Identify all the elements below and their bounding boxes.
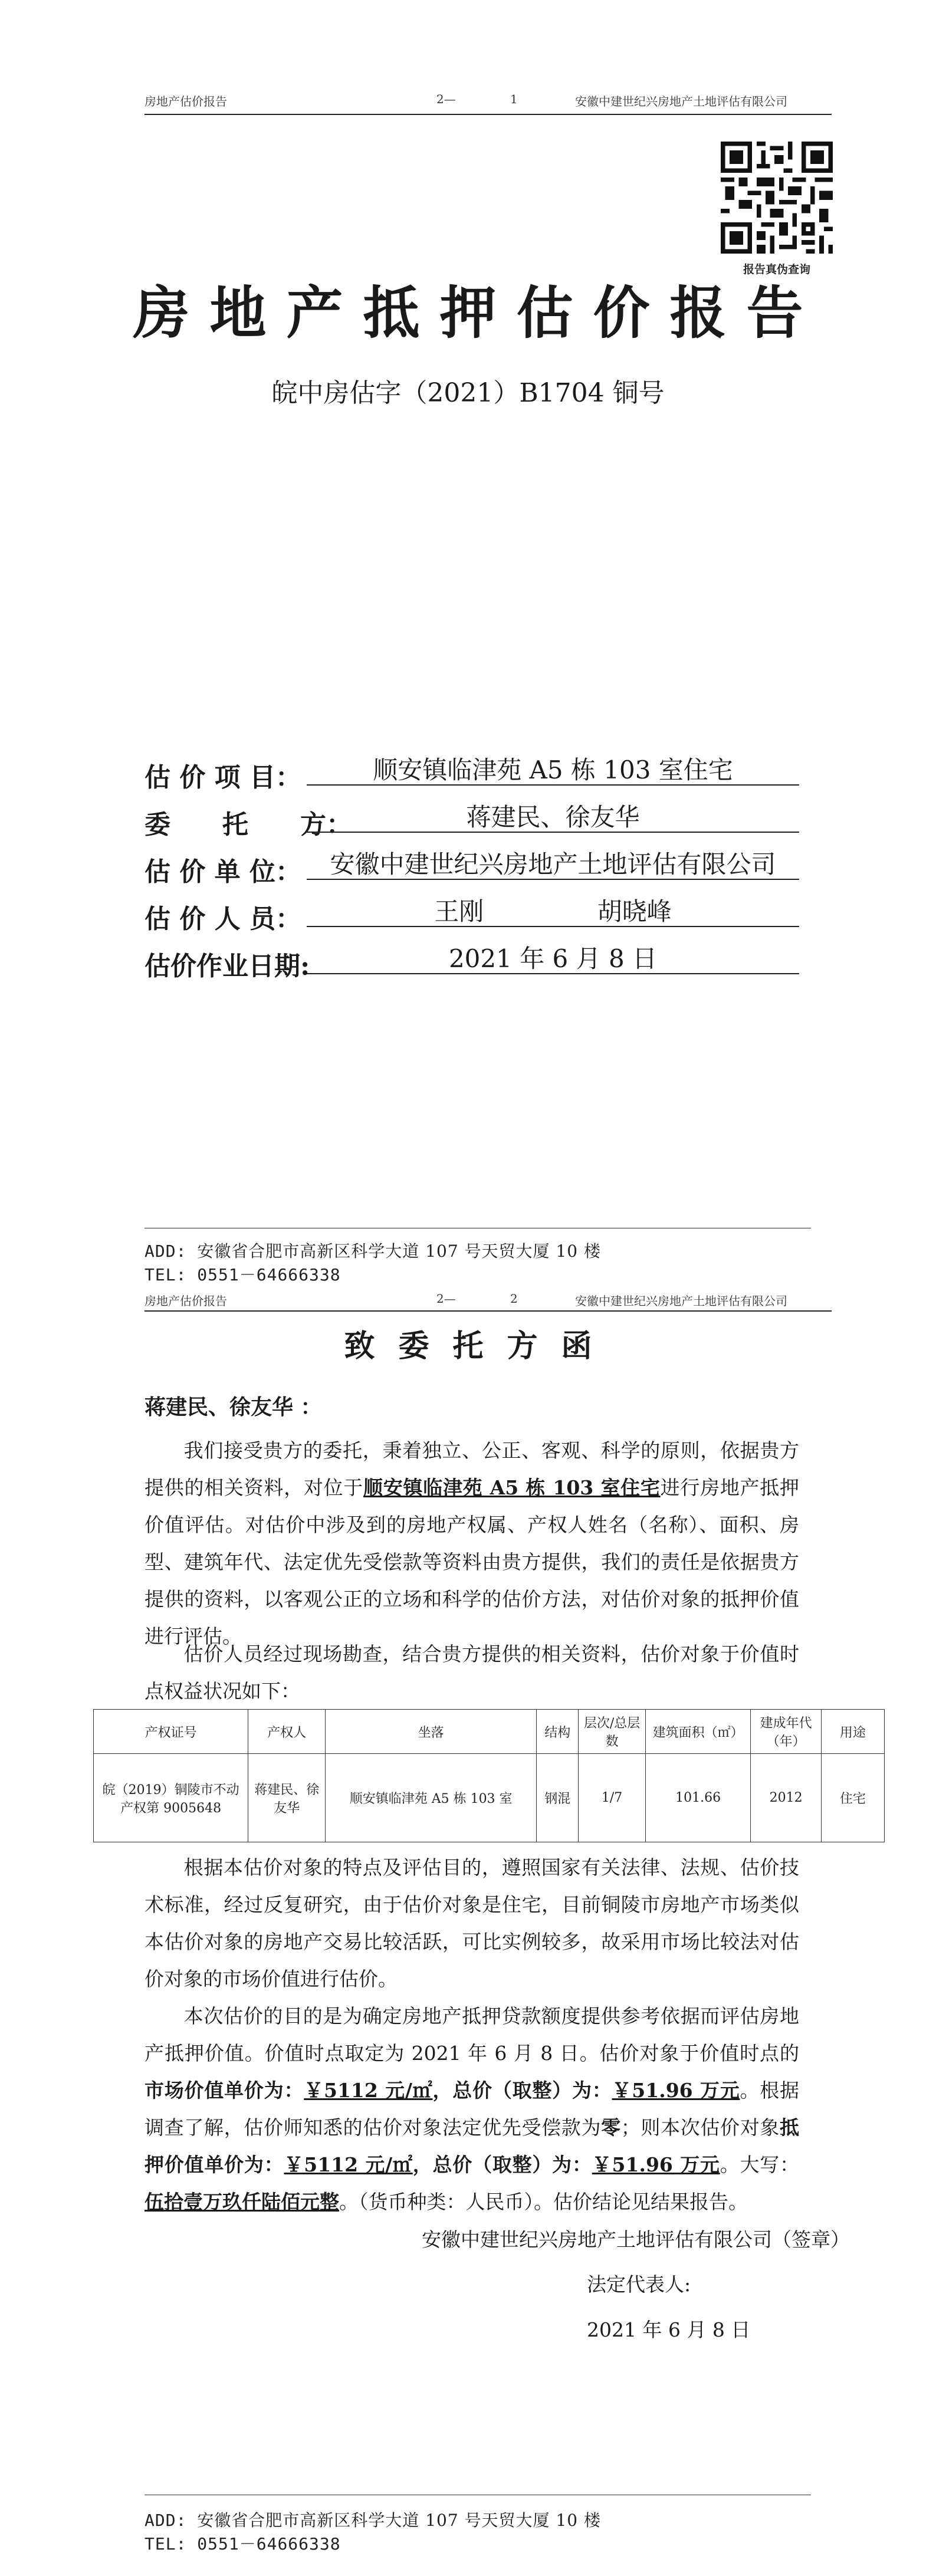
p4-o: 。（货币种类：人民币）。估价结论见结果报告。 xyxy=(339,2190,748,2213)
td-structure: 钢混 xyxy=(536,1754,579,1842)
p4-h: ；则本次估价对象 xyxy=(620,2116,780,2139)
page2-footer-tel-label: TEL: xyxy=(144,2534,187,2554)
signature-date: 2021 年 6 月 8 日 xyxy=(587,2318,751,2341)
td-floors: 1/7 xyxy=(579,1754,645,1842)
th-cert: 产权证号 xyxy=(94,1710,248,1754)
p4-priority-amount: 零 xyxy=(601,2116,621,2139)
letter-title: 致委托方函 xyxy=(344,1328,616,1364)
p4-market-unit-label: 市场价值单价为： xyxy=(144,2079,304,2102)
page2-header-number: 2 xyxy=(510,1292,518,1306)
table-header-row xyxy=(94,1710,885,1754)
staff-name-1: 王刚 xyxy=(434,897,484,926)
client-value: 蒋建民、徐友华 xyxy=(307,802,799,833)
th-owner: 产权人 xyxy=(248,1710,326,1754)
signature-representative: 法定代表人: xyxy=(587,2273,691,2296)
p2-text: 估价人员经过现场勘查，结合贵方提供的相关资料，估价对象于价值时点权益状况如下： xyxy=(144,1642,799,1703)
paragraph-3 xyxy=(144,1849,799,1997)
p4-mortgage-unit-label: 抵押价值单价为： xyxy=(144,2116,799,2176)
unit-value: 安徽中建世纪兴房地产土地评估有限公司 xyxy=(307,849,799,880)
qr-caption: 报告真伪查询 xyxy=(743,263,810,276)
header-rule xyxy=(144,114,832,115)
signature-company: 安徽中建世纪兴房地产土地评估有限公司（签章） xyxy=(422,2228,850,2251)
p4-market-total: ￥51.96 万元 xyxy=(612,2079,740,2102)
th-structure: 结构 xyxy=(536,1710,579,1754)
td-year: 2012 xyxy=(751,1754,821,1842)
unit-label: 估 价 单 位： xyxy=(144,857,301,887)
date-value: 2021 年 6 月 8 日 xyxy=(307,944,799,974)
page2-header-rule xyxy=(144,1310,832,1312)
p4-a: 本次估价的目的是为确定房地产抵押贷款额度提供参考依据而评估房地产抵押价值。价值时点取定为 2021 年 6 月 8 日。估价对象于价值时点的 xyxy=(144,2005,799,2065)
property-table xyxy=(93,1709,885,1842)
page2-header-title: 房地产估价报告 xyxy=(144,1294,227,1308)
footer-add-label: ADD: xyxy=(144,1241,187,1261)
footer-tel-label: TEL: xyxy=(144,1265,187,1284)
p4-mortgage-unit-price: ￥5112 元/㎡ xyxy=(284,2153,413,2176)
page-header-title: 房地产估价报告 xyxy=(144,94,227,109)
th-use: 用途 xyxy=(821,1710,884,1754)
td-cert: 皖（2019）铜陵市不动产权第 9005648 xyxy=(94,1754,248,1842)
page2-header-company: 安徽中建世纪兴房地产土地评估有限公司 xyxy=(575,1294,787,1308)
p1-property-address: 顺安镇临津苑 A5 栋 103 室住宅 xyxy=(363,1476,661,1499)
p3-text: 根据本估价对象的特点及评估目的，遵照国家有关法律、法规、估价技术标准，经过反复研究，由于估价对象是住宅，目前铜陵市房地产市场类似本估价对象的房地产交易比较活跃，可比实例较多，故采用市场比较法对估价对象的市场价值进行估价。 xyxy=(144,1856,799,1990)
page2-footer-tel-text: 0551－64666338 xyxy=(197,2534,341,2554)
staff-name-2: 胡晓峰 xyxy=(597,897,672,926)
report-title: 房地产抵押估价报告 xyxy=(133,280,823,346)
footer-address xyxy=(144,1238,601,1262)
report-number: 皖中房估字（2021）B1704 铜号 xyxy=(271,378,665,408)
th-year: 建成年代（年） xyxy=(751,1710,821,1754)
paragraph-2 xyxy=(144,1635,799,1710)
qr-block xyxy=(721,142,833,277)
page-header-company: 安徽中建世纪兴房地产土地评估有限公司 xyxy=(575,94,787,109)
footer-tel xyxy=(144,1262,341,1286)
p4-market-total-label: ，总价（取整）为： xyxy=(432,2079,612,2102)
page2-footer-add-label: ADD: xyxy=(144,2511,187,2530)
page-header-number: 1 xyxy=(510,92,518,106)
td-location: 顺安镇临津苑 A5 栋 103 室 xyxy=(326,1754,537,1842)
qr-code-icon[interactable] xyxy=(721,142,833,254)
page2-footer-address-text: 安徽省合肥市高新区科学大道 107 号天贸大厦 10 楼 xyxy=(197,2511,601,2530)
p4-mortgage-total: ￥51.96 万元 xyxy=(592,2153,720,2176)
td-area: 101.66 xyxy=(645,1754,751,1842)
project-label: 估 价 项 目： xyxy=(144,763,301,793)
paragraph-4 xyxy=(144,1997,799,2220)
staff-label: 估 价 人 员： xyxy=(144,904,301,934)
th-area: 建筑面积（㎡） xyxy=(645,1710,751,1754)
addressee: 蒋建民、徐友华 ： xyxy=(144,1395,322,1420)
page-header-pages: 2— xyxy=(436,92,456,106)
project-value: 顺安镇临津苑 A5 栋 103 室住宅 xyxy=(307,755,799,786)
footer-tel-text: 0551－64666338 xyxy=(197,1265,341,1284)
p4-amount-in-words: 伍拾壹万玖仟陆佰元整 xyxy=(144,2190,339,2213)
p4-m: 。大写： xyxy=(720,2153,800,2176)
td-owner: 蒋建民、徐友华 xyxy=(248,1754,326,1842)
page2-header-pages: 2— xyxy=(436,1292,456,1306)
p4-f: 。根据调查了解，估价师知悉的估价对象法定优先受偿款为 xyxy=(144,2079,800,2139)
p4-market-unit-price: ￥5112 元/㎡ xyxy=(304,2079,433,2102)
date-label: 估价作业日期: xyxy=(144,951,310,981)
th-location: 坐落 xyxy=(326,1710,537,1754)
client-label: 委 托 方： xyxy=(144,810,352,840)
p1-text-c: 进行房地产抵押价值评估。对估价中涉及到的房地产权属、产权人姓名（名称）、面积、房型、建筑年代、法定优先受偿款等资料由贵方提供，我们的责任是依据贵方提供的资料，以客观公正的立场和科学的估价方法，对估价对象的抵押价值进行评估。 xyxy=(144,1476,800,1648)
paragraph-1 xyxy=(144,1432,799,1655)
staff-values xyxy=(307,896,799,927)
page2-footer-tel xyxy=(144,2531,341,2555)
footer-address-text: 安徽省合肥市高新区科学大道 107 号天贸大厦 10 楼 xyxy=(197,1241,601,1261)
td-use: 住宅 xyxy=(821,1754,884,1842)
th-floors: 层次/总层数 xyxy=(579,1710,645,1754)
p4-mortgage-total-label: ，总价（取整）为： xyxy=(412,2153,592,2176)
page2-footer-address xyxy=(144,2508,601,2531)
table-row xyxy=(94,1754,885,1842)
p1-text-a: 我们接受贵方的委托，秉着独立、公正、客观、科学的原则，依据贵方提供的相关资料，对位于 xyxy=(144,1439,799,1499)
